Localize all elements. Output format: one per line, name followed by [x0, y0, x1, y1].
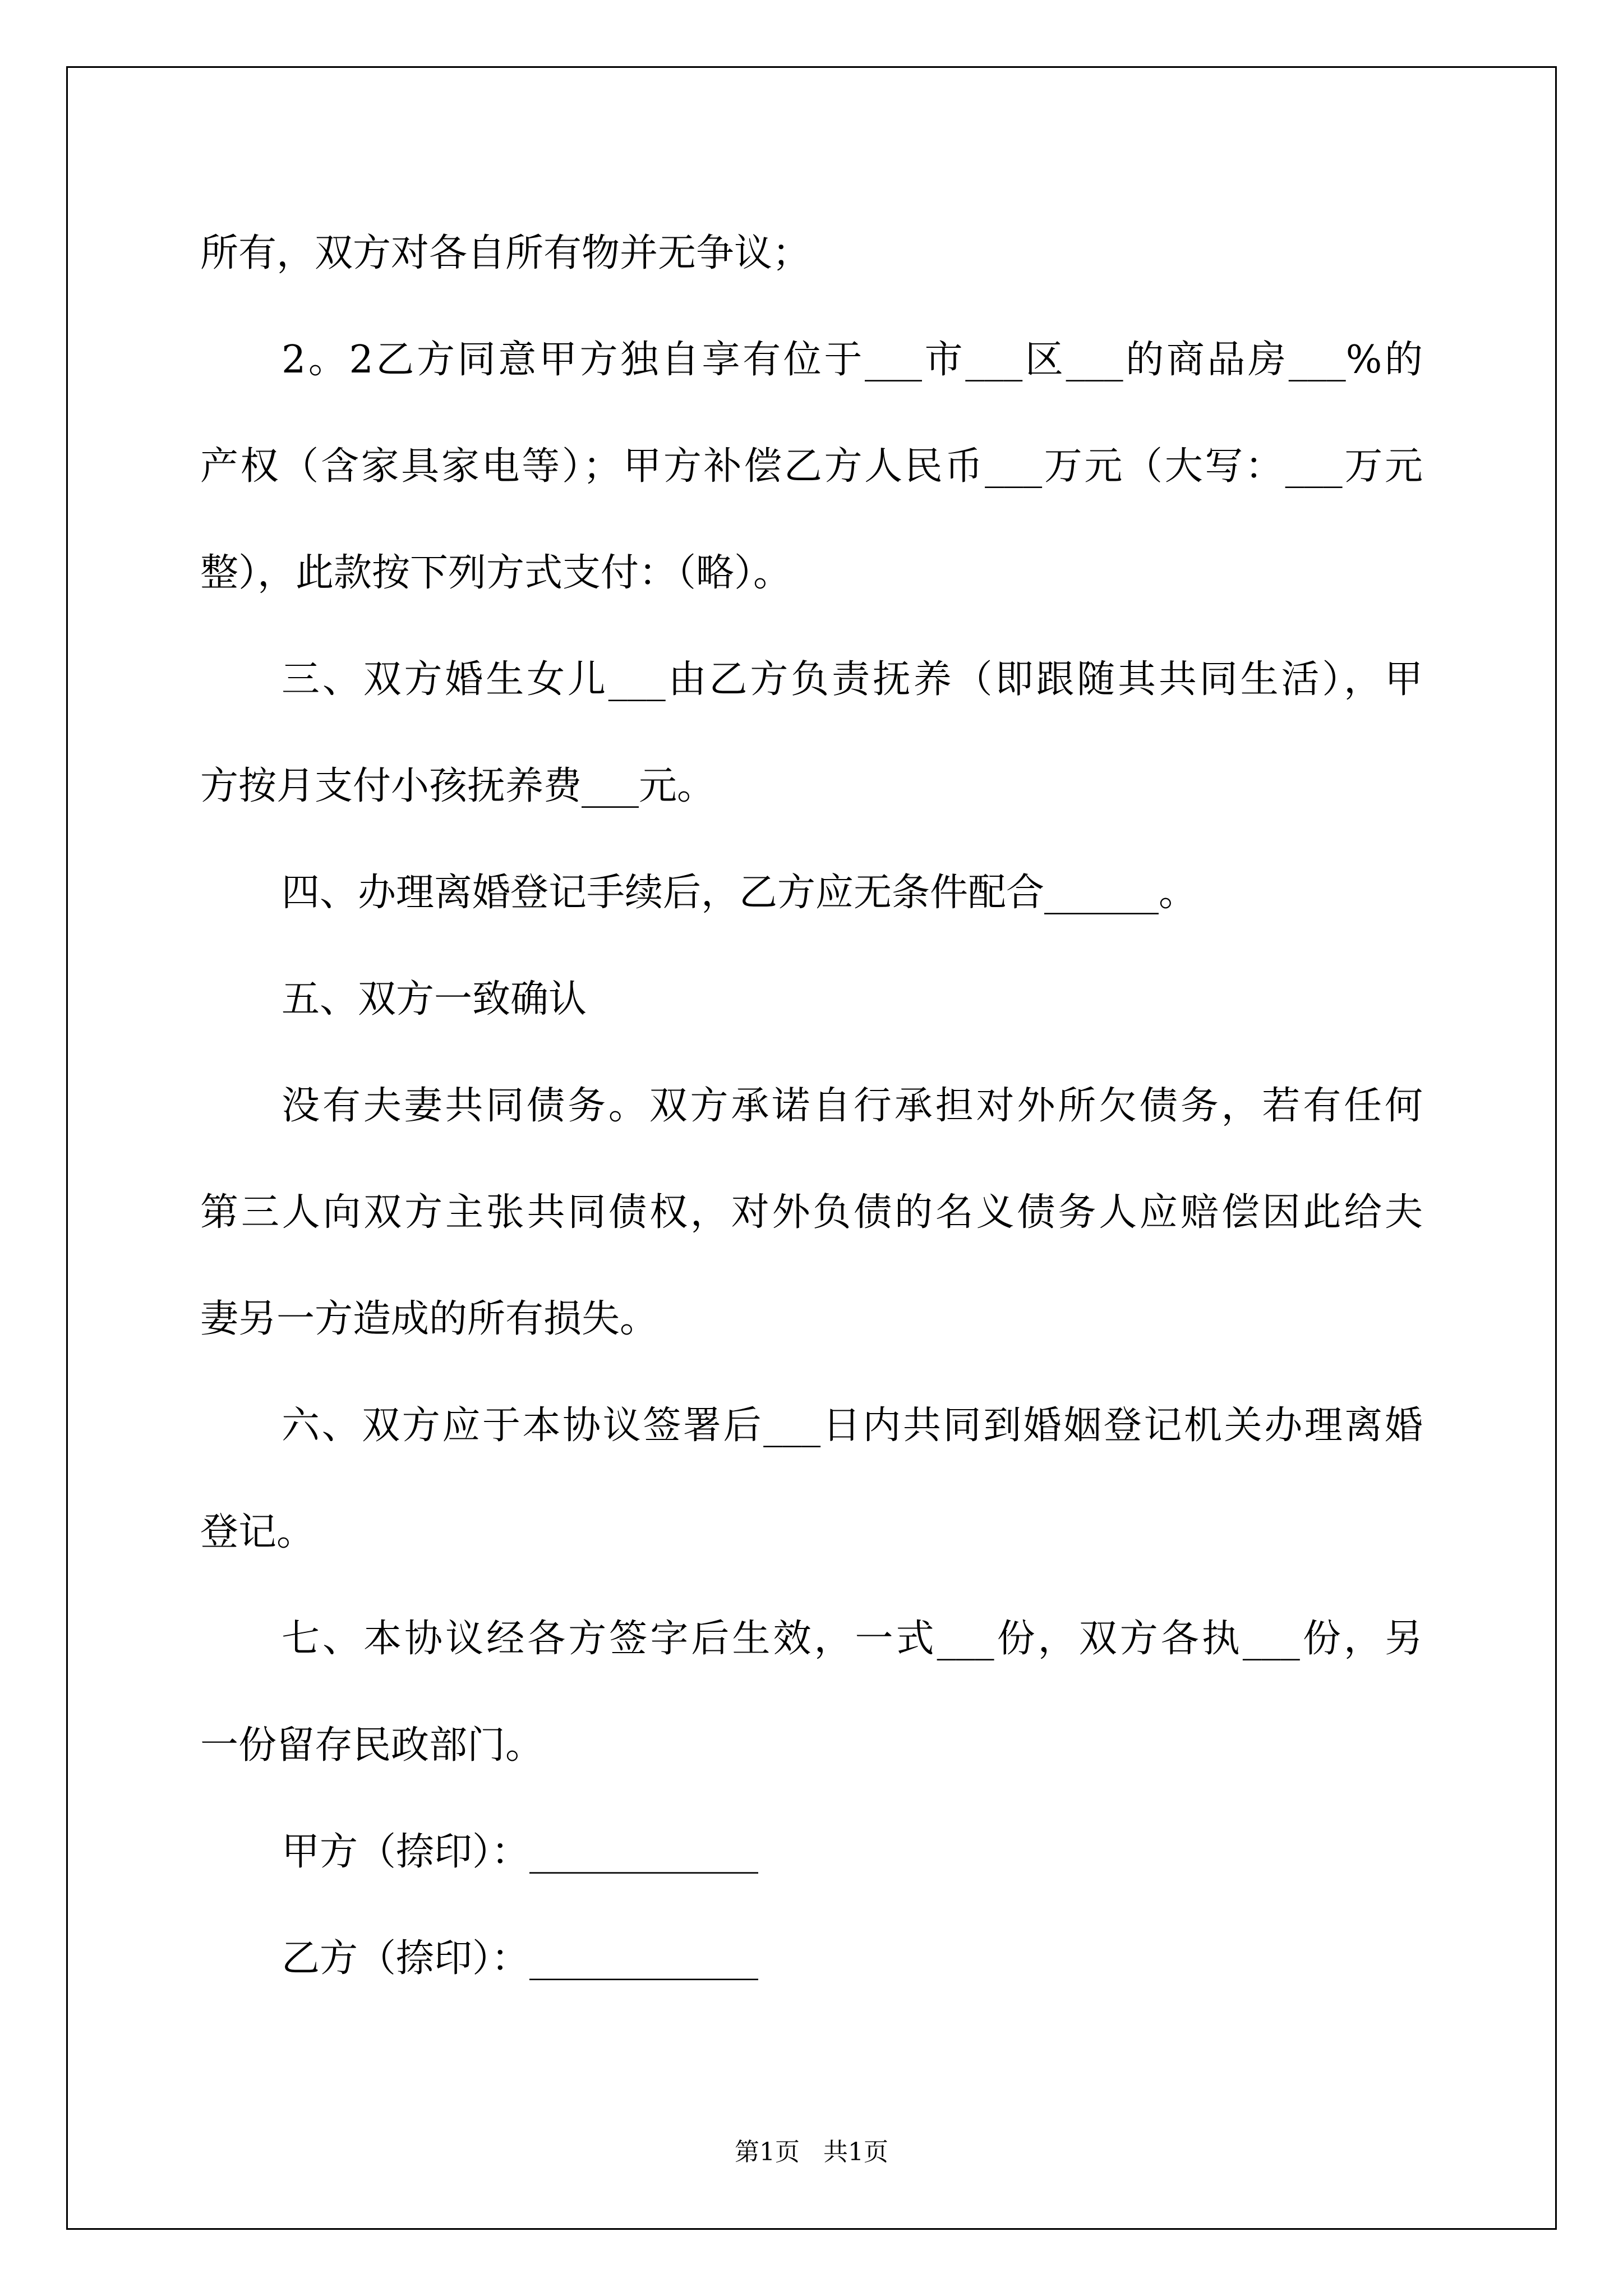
page-footer — [0, 2140, 1623, 2165]
text-line: 五、双方一致确认 — [282, 977, 587, 1022]
text-line: 产权（含家具家电等）；甲方补偿乙方人民币___万元（大写：___万元 — [200, 444, 1423, 489]
page-border — [66, 66, 1557, 2230]
page-total: 共1页 — [823, 2138, 888, 2166]
text-line: 登记。 — [200, 1510, 315, 1554]
text-line: 一份留存民政部门。 — [200, 1723, 544, 1768]
text-line: 所有，双方对各自所有物并无争议； — [200, 231, 811, 275]
text-line: 三、双方婚生女儿___由乙方负责抚养（即跟随其共同生活），甲 — [282, 657, 1423, 702]
signature-line-party-b: 乙方（捺印）：____________ — [282, 1936, 759, 1981]
text-line: 妻另一方造成的所有损失。 — [200, 1297, 658, 1341]
text-line: 第三人向双方主张共同债权，对外负债的名义债务人应赔偿因此给夫 — [200, 1190, 1423, 1235]
text-line: 整），此款按下列方式支付：（略）。 — [200, 551, 792, 595]
text-line: 七、本协议经各方签字后生效，一式___份，双方各执___份，另 — [282, 1617, 1423, 1661]
signature-line-party-a: 甲方（捺印）：____________ — [282, 1830, 759, 1874]
text-line: 六、双方应于本协议签署后___日内共同到婚姻登记机关办理离婚 — [282, 1404, 1423, 1448]
text-line: 方按月支付小孩抚养费___元。 — [200, 764, 716, 808]
text-line: 2。2乙方同意甲方独自享有位于___市___区___的商品房___%的 — [282, 338, 1423, 382]
page-number: 第1页 — [735, 2138, 800, 2166]
text-line: 四、办理离婚登记手续后，乙方应无条件配合______。 — [282, 871, 1197, 915]
text-line: 没有夫妻共同债务。双方承诺自行承担对外所欠债务，若有任何 — [282, 1084, 1423, 1128]
